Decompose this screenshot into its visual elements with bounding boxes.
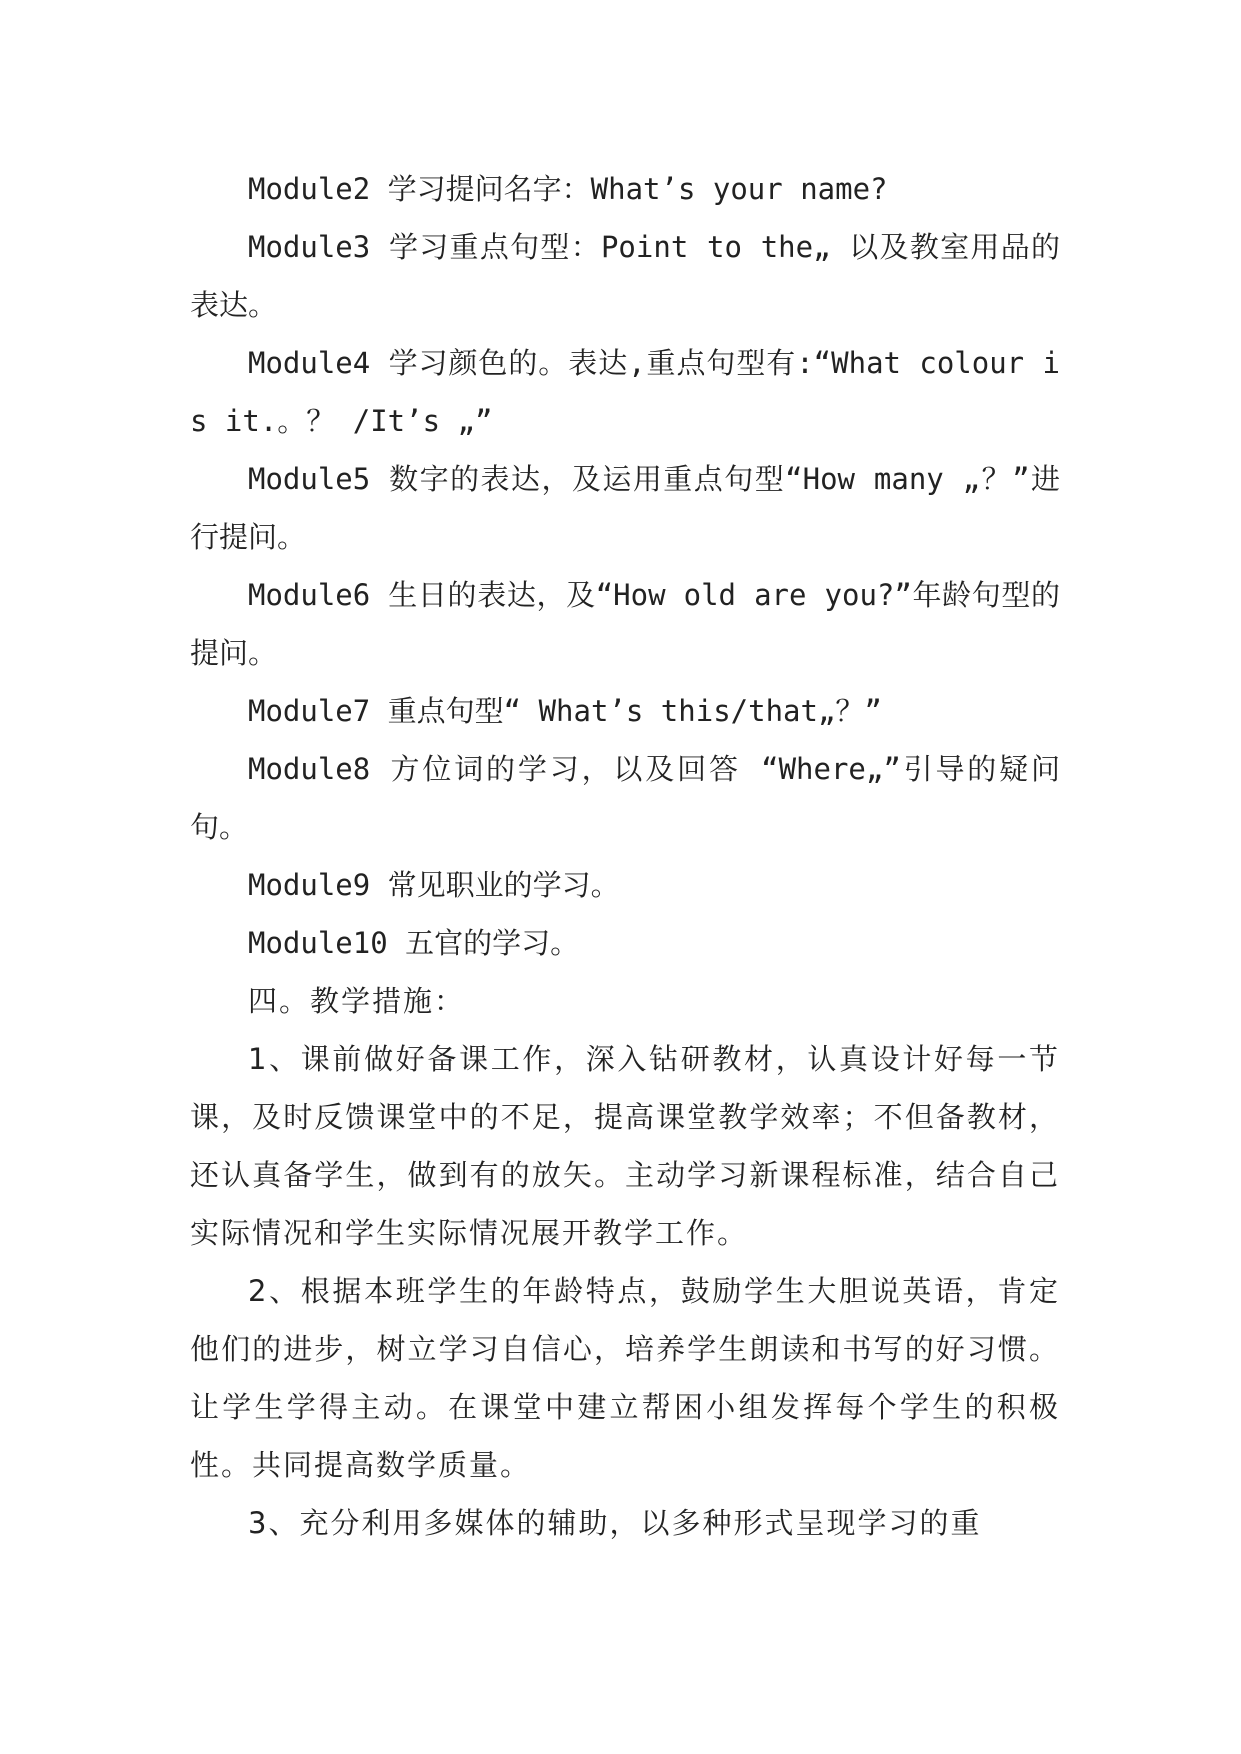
paragraph-module2: Module2 学习提问名字：What’s your name?	[248, 172, 888, 206]
paragraph-measure-1: 1、课前做好备课工作，深入钻研教材，认真设计好每一节课，及时反馈课堂中的不足，提高课堂教学效率；不但备教材，还认真备学生，做到有的放矢。主动学习新课程标准，结合自己实际情况和学生实际情况展开教学工作。	[190, 1042, 1060, 1250]
paragraph-module3: Module3 学习重点句型：Point to the„ 以及教室用品的表达。	[190, 230, 1060, 322]
paragraph-module8: Module8 方位词的学习，以及回答 “Where„”引导的疑问句。	[190, 752, 1060, 844]
paragraph-module6: Module6 生日的表达，及“How old are you?”年龄句型的提问。	[190, 578, 1060, 670]
section-heading-teaching-measures: 四。教学措施：	[248, 984, 466, 1018]
paragraph-module9: Module9 常见职业的学习。	[248, 868, 620, 902]
body-text	[190, 160, 1060, 1552]
paragraph-measure-3: 3、充分利用多媒体的辅助，以多种形式呈现学习的重	[248, 1506, 982, 1540]
paragraph-module5: Module5 数字的表达，及运用重点句型“How many „？”进行提问。	[190, 462, 1060, 554]
paragraph-module7: Module7 重点句型“ What’s this/that„？”	[248, 694, 882, 728]
paragraph-measure-2: 2、根据本班学生的年龄特点，鼓励学生大胆说英语，肯定他们的进步，树立学习自信心，培养学生朗读和书写的好习惯。让学生学得主动。在课堂中建立帮困小组发挥每个学生的积极性。共同提高数学质量。	[190, 1274, 1060, 1482]
paragraph-module10: Module10 五官的学习。	[248, 926, 580, 960]
paragraph-module4: Module4 学习颜色的。表达,重点句型有:“What colour is it.。？ /It’s „”	[190, 346, 1060, 438]
